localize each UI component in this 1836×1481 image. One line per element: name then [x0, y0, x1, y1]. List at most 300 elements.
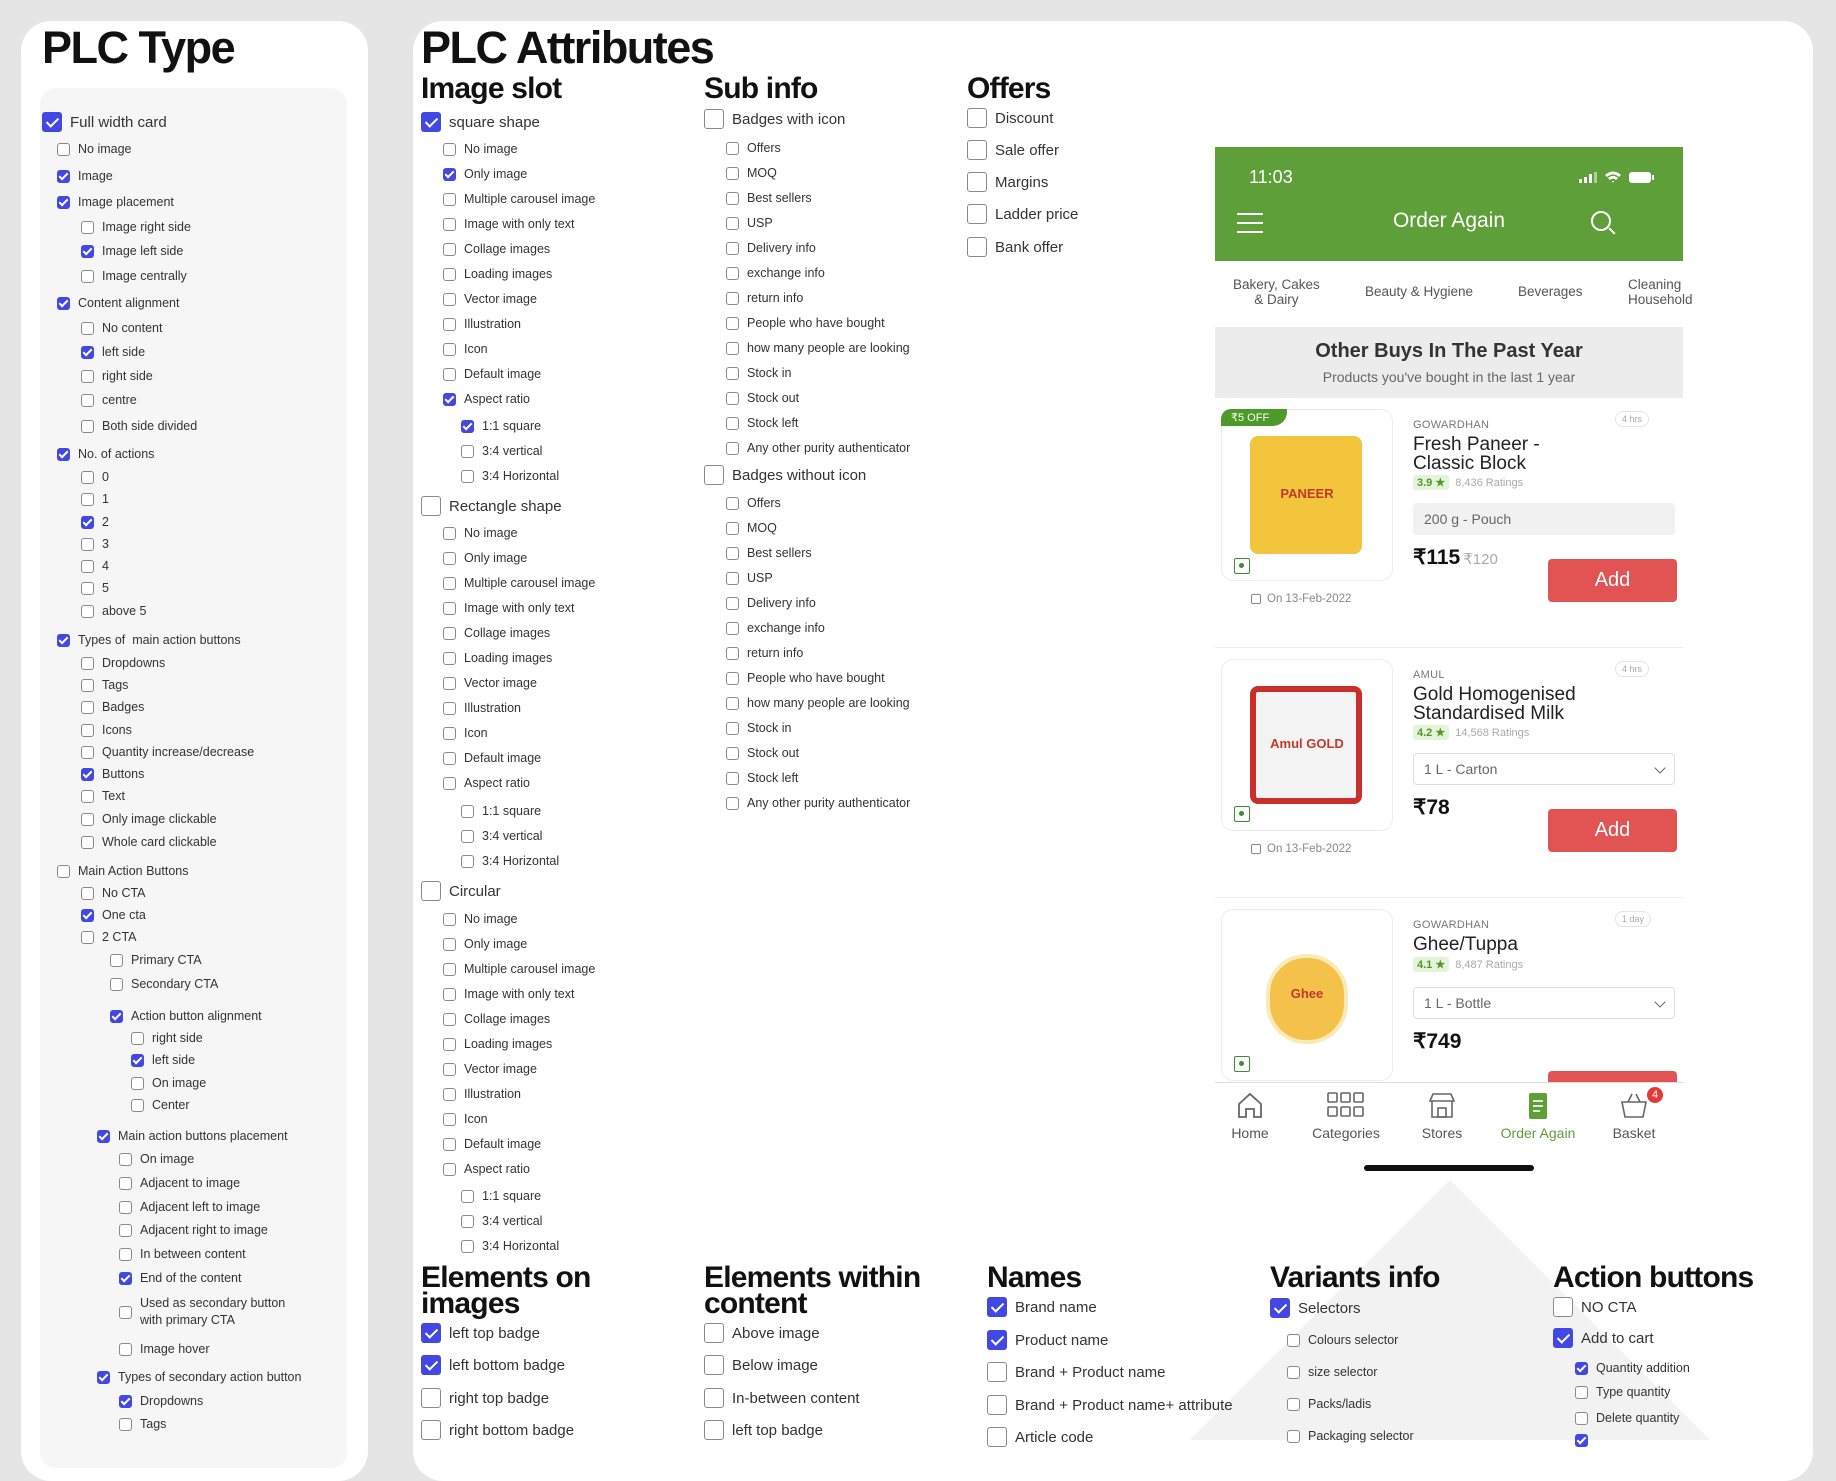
- checkbox-unchecked[interactable]: [726, 697, 739, 710]
- checkbox-unchecked[interactable]: [81, 931, 94, 944]
- checkbox-unchecked[interactable]: [443, 577, 456, 590]
- checkbox-unchecked[interactable]: [726, 367, 739, 380]
- category-tab-beverages[interactable]: Beverages: [1518, 284, 1583, 299]
- checkbox-unchecked[interactable]: [131, 1099, 144, 1112]
- checkbox-option[interactable]: [421, 1323, 540, 1343]
- checkbox-unchecked[interactable]: [119, 1153, 132, 1166]
- checkbox-unchecked[interactable]: [726, 722, 739, 735]
- checkbox-option[interactable]: [443, 341, 488, 358]
- checkbox-unchecked[interactable]: [443, 1163, 456, 1176]
- checkbox-checked[interactable]: [987, 1297, 1007, 1317]
- checkbox-option[interactable]: [987, 1297, 1097, 1317]
- checkbox-option[interactable]: [131, 1030, 203, 1047]
- checkbox-option[interactable]: [81, 368, 153, 385]
- checkbox-option[interactable]: [131, 1097, 190, 1114]
- checkbox-unchecked[interactable]: [443, 243, 456, 256]
- checkbox-option[interactable]: [443, 725, 488, 742]
- checkbox-option[interactable]: [81, 418, 197, 435]
- checkbox-unchecked[interactable]: [726, 797, 739, 810]
- checkbox-option[interactable]: [704, 1420, 823, 1440]
- checkbox-unchecked[interactable]: [987, 1427, 1007, 1447]
- checkbox-option[interactable]: [443, 366, 541, 383]
- checkbox-unchecked[interactable]: [110, 978, 123, 991]
- checkbox-unchecked[interactable]: [421, 1420, 441, 1440]
- checkbox-checked[interactable]: [97, 1371, 110, 1384]
- checkbox-option[interactable]: [57, 446, 154, 463]
- checkbox-option[interactable]: [1287, 1332, 1398, 1349]
- checkbox-option[interactable]: [443, 1036, 552, 1053]
- checkbox-option[interactable]: [1575, 1384, 1670, 1401]
- checkbox-unchecked[interactable]: [119, 1306, 132, 1319]
- checkbox-unchecked[interactable]: [443, 677, 456, 690]
- checkbox-checked[interactable]: [81, 768, 94, 781]
- checkbox-option[interactable]: [81, 243, 183, 260]
- checkbox-checked[interactable]: [443, 393, 456, 406]
- checkbox-option[interactable]: [81, 580, 109, 597]
- checkbox-option[interactable]: [81, 699, 144, 716]
- checkbox-unchecked[interactable]: [81, 370, 94, 383]
- checkbox-unchecked[interactable]: [443, 218, 456, 231]
- checkbox-unchecked[interactable]: [726, 242, 739, 255]
- checkbox-option[interactable]: [443, 550, 527, 567]
- checkbox-option[interactable]: [81, 268, 187, 285]
- category-tab-cleaning[interactable]: Cleaning Household: [1628, 277, 1693, 307]
- checkbox-unchecked[interactable]: [443, 752, 456, 765]
- checkbox-unchecked[interactable]: [81, 221, 94, 234]
- checkbox-option[interactable]: [57, 295, 179, 312]
- checkbox-option[interactable]: [42, 112, 167, 132]
- checkbox-unchecked[interactable]: [443, 602, 456, 615]
- checkbox-unchecked[interactable]: [443, 193, 456, 206]
- checkbox-unchecked[interactable]: [443, 1038, 456, 1051]
- checkbox-option[interactable]: [421, 1355, 565, 1375]
- checkbox-option[interactable]: [1575, 1410, 1679, 1427]
- checkbox-option[interactable]: [726, 190, 812, 207]
- checkbox-unchecked[interactable]: [81, 560, 94, 573]
- add-to-cart-button[interactable]: Add: [1548, 559, 1677, 602]
- checkbox-checked[interactable]: [421, 1323, 441, 1343]
- checkbox-option[interactable]: [1553, 1297, 1637, 1317]
- checkbox-checked[interactable]: [119, 1395, 132, 1408]
- checkbox-unchecked[interactable]: [81, 582, 94, 595]
- checkbox-checked[interactable]: [97, 1130, 110, 1143]
- checkbox-unchecked[interactable]: [81, 538, 94, 551]
- checkbox-option[interactable]: [704, 1323, 820, 1343]
- checkbox-unchecked[interactable]: [1575, 1412, 1588, 1425]
- checkbox-unchecked[interactable]: [967, 237, 987, 257]
- checkbox-unchecked[interactable]: [443, 527, 456, 540]
- checkbox-unchecked[interactable]: [704, 1355, 724, 1375]
- checkbox-option[interactable]: [987, 1330, 1108, 1350]
- checkbox-unchecked[interactable]: [443, 652, 456, 665]
- checkbox-option[interactable]: [421, 1420, 574, 1440]
- checkbox-unchecked[interactable]: [726, 497, 739, 510]
- checkbox-unchecked[interactable]: [987, 1362, 1007, 1382]
- checkbox-unchecked[interactable]: [726, 597, 739, 610]
- checkbox-unchecked[interactable]: [461, 470, 474, 483]
- checkbox-checked[interactable]: [57, 634, 70, 647]
- checkbox-option[interactable]: [81, 536, 109, 553]
- checkbox-unchecked[interactable]: [421, 881, 441, 901]
- checkbox-unchecked[interactable]: [81, 746, 94, 759]
- checkbox-option[interactable]: [443, 1161, 530, 1178]
- checkbox-unchecked[interactable]: [81, 657, 94, 670]
- checkbox-checked[interactable]: [443, 168, 456, 181]
- checkbox-option[interactable]: [110, 952, 202, 969]
- nav-item-stores[interactable]: [1397, 1091, 1487, 1141]
- checkbox-option[interactable]: [967, 204, 1078, 224]
- checkbox-option[interactable]: [81, 558, 109, 575]
- checkbox-unchecked[interactable]: [443, 727, 456, 740]
- checkbox-option[interactable]: [81, 885, 146, 902]
- checkbox-checked[interactable]: [421, 1355, 441, 1375]
- checkbox-option[interactable]: [81, 766, 144, 783]
- checkbox-unchecked[interactable]: [81, 836, 94, 849]
- checkbox-option[interactable]: [110, 976, 218, 993]
- checkbox-option[interactable]: [987, 1427, 1093, 1447]
- checkbox-unchecked[interactable]: [443, 368, 456, 381]
- nav-item-home[interactable]: [1205, 1091, 1295, 1141]
- checkbox-option[interactable]: [81, 491, 109, 508]
- checkbox-option[interactable]: [443, 936, 527, 953]
- checkbox-unchecked[interactable]: [704, 1420, 724, 1440]
- nav-item-categories[interactable]: [1301, 1091, 1391, 1141]
- checkbox-option[interactable]: [1287, 1428, 1414, 1445]
- checkbox-unchecked[interactable]: [726, 572, 739, 585]
- checkbox-option[interactable]: [119, 1270, 241, 1287]
- checkbox-unchecked[interactable]: [57, 143, 70, 156]
- checkbox-option[interactable]: [726, 140, 781, 157]
- checkbox-option[interactable]: [726, 215, 773, 232]
- checkbox-option[interactable]: [443, 575, 595, 592]
- checkbox-option[interactable]: [704, 109, 845, 129]
- checkbox-option[interactable]: [726, 645, 803, 662]
- checkbox-unchecked[interactable]: [726, 417, 739, 430]
- checkbox-option[interactable]: [421, 881, 501, 901]
- checkbox-checked[interactable]: [81, 516, 94, 529]
- checkbox-option[interactable]: [443, 141, 518, 158]
- checkbox-option[interactable]: [443, 266, 552, 283]
- checkbox-option[interactable]: [1553, 1328, 1654, 1348]
- checkbox-unchecked[interactable]: [1575, 1386, 1588, 1399]
- checkbox-option[interactable]: [81, 744, 254, 761]
- product-image[interactable]: [1221, 659, 1393, 831]
- checkbox-checked[interactable]: [57, 448, 70, 461]
- checkbox-unchecked[interactable]: [1287, 1398, 1300, 1411]
- checkbox-option[interactable]: [57, 863, 188, 880]
- checkbox-unchecked[interactable]: [461, 1215, 474, 1228]
- checkbox-unchecked[interactable]: [726, 547, 739, 560]
- checkbox-unchecked[interactable]: [81, 605, 94, 618]
- checkbox-unchecked[interactable]: [1553, 1297, 1573, 1317]
- checkbox-option[interactable]: [443, 525, 518, 542]
- checkbox-unchecked[interactable]: [726, 622, 739, 635]
- checkbox-option[interactable]: [726, 240, 816, 257]
- checkbox-option[interactable]: [443, 650, 552, 667]
- checkbox-option[interactable]: [443, 750, 541, 767]
- checkbox-option[interactable]: [421, 1388, 549, 1408]
- checkbox-option[interactable]: [704, 1388, 860, 1408]
- checkbox-option[interactable]: [987, 1395, 1233, 1415]
- checkbox-option[interactable]: [726, 620, 825, 637]
- checkbox-unchecked[interactable]: [119, 1177, 132, 1190]
- checkbox-unchecked[interactable]: [131, 1077, 144, 1090]
- checkbox-option[interactable]: [443, 911, 518, 928]
- checkbox-option[interactable]: [726, 165, 777, 182]
- checkbox-option[interactable]: [726, 290, 803, 307]
- checkbox-unchecked[interactable]: [81, 887, 94, 900]
- checkbox-option[interactable]: [119, 1151, 194, 1168]
- checkbox-option[interactable]: [726, 495, 781, 512]
- checkbox-option[interactable]: [81, 469, 109, 486]
- checkbox-option[interactable]: [461, 1238, 559, 1255]
- checkbox-unchecked[interactable]: [726, 142, 739, 155]
- checkbox-option[interactable]: [704, 465, 866, 485]
- checkbox-option[interactable]: [119, 1341, 209, 1358]
- checkbox-unchecked[interactable]: [443, 627, 456, 640]
- checkbox-option[interactable]: [443, 961, 595, 978]
- checkbox-unchecked[interactable]: [967, 108, 987, 128]
- checkbox-unchecked[interactable]: [726, 317, 739, 330]
- checkbox-option[interactable]: [81, 834, 217, 851]
- checkbox-unchecked[interactable]: [726, 522, 739, 535]
- checkbox-unchecked[interactable]: [1287, 1334, 1300, 1347]
- checkbox-unchecked[interactable]: [967, 172, 987, 192]
- checkbox-option[interactable]: [443, 291, 537, 308]
- checkbox-option[interactable]: [726, 390, 799, 407]
- checkbox-unchecked[interactable]: [119, 1343, 132, 1356]
- checkbox-checked[interactable]: [57, 297, 70, 310]
- checkbox-unchecked[interactable]: [81, 813, 94, 826]
- checkbox-option[interactable]: [967, 108, 1053, 128]
- checkbox-checked[interactable]: [81, 245, 94, 258]
- checkbox-option[interactable]: [57, 194, 174, 211]
- checkbox-unchecked[interactable]: [81, 270, 94, 283]
- checkbox-option[interactable]: [726, 595, 816, 612]
- checkbox-unchecked[interactable]: [443, 988, 456, 1001]
- checkbox-unchecked[interactable]: [726, 342, 739, 355]
- checkbox-unchecked[interactable]: [726, 267, 739, 280]
- nav-item-order-again[interactable]: [1493, 1091, 1583, 1141]
- checkbox-unchecked[interactable]: [461, 1190, 474, 1203]
- checkbox-option[interactable]: [119, 1246, 246, 1263]
- variant-selector[interactable]: [1413, 987, 1675, 1019]
- checkbox-checked[interactable]: [1575, 1362, 1588, 1375]
- checkbox-unchecked[interactable]: [81, 790, 94, 803]
- checkbox-unchecked[interactable]: [81, 394, 94, 407]
- add-to-cart-button[interactable]: Add: [1548, 809, 1677, 852]
- checkbox-option[interactable]: [726, 695, 910, 712]
- checkbox-option[interactable]: [81, 788, 125, 805]
- checkbox-option[interactable]: [726, 415, 798, 432]
- checkbox-option[interactable]: [726, 670, 885, 687]
- variant-selector[interactable]: [1413, 753, 1675, 785]
- checkbox-option[interactable]: [726, 440, 910, 457]
- checkbox-unchecked[interactable]: [81, 493, 94, 506]
- checkbox-unchecked[interactable]: [81, 420, 94, 433]
- checkbox-option[interactable]: [726, 365, 791, 382]
- checkbox-unchecked[interactable]: [987, 1395, 1007, 1415]
- checkbox-unchecked[interactable]: [443, 1113, 456, 1126]
- checkbox-option[interactable]: [421, 112, 540, 132]
- checkbox-option[interactable]: [443, 1086, 521, 1103]
- checkbox-option[interactable]: [443, 191, 595, 208]
- checkbox-option[interactable]: [1575, 1360, 1690, 1377]
- checkbox-option[interactable]: [81, 219, 191, 236]
- checkbox-option[interactable]: [97, 1369, 301, 1386]
- checkbox-option[interactable]: [461, 853, 559, 870]
- search-icon[interactable]: [1591, 211, 1617, 237]
- checkbox-option[interactable]: [1287, 1364, 1377, 1381]
- checkbox-unchecked[interactable]: [443, 318, 456, 331]
- checkbox-unchecked[interactable]: [131, 1032, 144, 1045]
- checkbox-unchecked[interactable]: [704, 1323, 724, 1343]
- checkbox-option[interactable]: [443, 316, 521, 333]
- checkbox-unchecked[interactable]: [110, 954, 123, 967]
- checkbox-unchecked[interactable]: [726, 442, 739, 455]
- checkbox-checked[interactable]: [119, 1272, 132, 1285]
- checkbox-option[interactable]: [726, 795, 910, 812]
- checkbox-unchecked[interactable]: [421, 496, 441, 516]
- checkbox-unchecked[interactable]: [81, 679, 94, 692]
- variant-selector[interactable]: [1413, 503, 1675, 535]
- checkbox-option[interactable]: [81, 392, 137, 409]
- checkbox-option[interactable]: [81, 514, 109, 531]
- checkbox-option[interactable]: [967, 172, 1048, 192]
- checkbox-option[interactable]: [967, 237, 1063, 257]
- checkbox-option[interactable]: [119, 1295, 285, 1329]
- checkbox-unchecked[interactable]: [443, 1063, 456, 1076]
- checkbox-option[interactable]: [461, 468, 559, 485]
- checkbox-unchecked[interactable]: [443, 552, 456, 565]
- checkbox-unchecked[interactable]: [443, 343, 456, 356]
- checkbox-option[interactable]: [726, 770, 798, 787]
- checkbox-option[interactable]: [81, 344, 145, 361]
- checkbox-option[interactable]: [443, 1111, 488, 1128]
- checkbox-option[interactable]: [443, 700, 521, 717]
- checkbox-unchecked[interactable]: [704, 1388, 724, 1408]
- product-image[interactable]: [1221, 909, 1393, 1081]
- checkbox-checked[interactable]: [1270, 1298, 1290, 1318]
- checkbox-option[interactable]: [726, 720, 791, 737]
- checkbox-option[interactable]: [443, 986, 574, 1003]
- checkbox-unchecked[interactable]: [119, 1201, 132, 1214]
- checkbox-unchecked[interactable]: [461, 855, 474, 868]
- checkbox-checked[interactable]: [131, 1054, 144, 1067]
- checkbox-option[interactable]: [443, 1061, 537, 1078]
- checkbox-unchecked[interactable]: [81, 724, 94, 737]
- checkbox-unchecked[interactable]: [461, 445, 474, 458]
- checkbox-checked[interactable]: [461, 420, 474, 433]
- checkbox-option[interactable]: [967, 140, 1059, 160]
- checkbox-option[interactable]: [726, 545, 812, 562]
- checkbox-unchecked[interactable]: [119, 1418, 132, 1431]
- checkbox-unchecked[interactable]: [726, 217, 739, 230]
- checkbox-unchecked[interactable]: [119, 1248, 132, 1261]
- checkbox-option[interactable]: [461, 443, 542, 460]
- category-tab-bakery[interactable]: Bakery, Cakes & Dairy: [1233, 277, 1320, 307]
- checkbox-checked[interactable]: [421, 112, 441, 132]
- checkbox-option[interactable]: [119, 1393, 203, 1410]
- checkbox-option[interactable]: [726, 315, 885, 332]
- checkbox-option[interactable]: [57, 141, 132, 158]
- checkbox-option[interactable]: [1287, 1396, 1371, 1413]
- checkbox-unchecked[interactable]: [443, 777, 456, 790]
- nav-item-basket[interactable]: [1589, 1091, 1679, 1141]
- checkbox-unchecked[interactable]: [421, 1388, 441, 1408]
- checkbox-unchecked[interactable]: [726, 192, 739, 205]
- checkbox-option[interactable]: [81, 929, 137, 946]
- checkbox-option[interactable]: [461, 828, 542, 845]
- checkbox-checked[interactable]: [81, 909, 94, 922]
- checkbox-option[interactable]: [704, 1355, 818, 1375]
- checkbox-unchecked[interactable]: [57, 865, 70, 878]
- checkbox-option[interactable]: [443, 216, 574, 233]
- checkbox-option[interactable]: [119, 1416, 166, 1433]
- checkbox-checked[interactable]: [81, 346, 94, 359]
- checkbox-unchecked[interactable]: [443, 702, 456, 715]
- checkbox-unchecked[interactable]: [461, 830, 474, 843]
- checkbox-option[interactable]: [461, 418, 541, 435]
- checkbox-option[interactable]: [1575, 1434, 1596, 1447]
- checkbox-unchecked[interactable]: [967, 140, 987, 160]
- checkbox-option[interactable]: [726, 520, 777, 537]
- checkbox-unchecked[interactable]: [726, 392, 739, 405]
- checkbox-checked[interactable]: [57, 196, 70, 209]
- checkbox-option[interactable]: [57, 632, 241, 649]
- checkbox-option[interactable]: [443, 1136, 541, 1153]
- checkbox-unchecked[interactable]: [1287, 1366, 1300, 1379]
- checkbox-option[interactable]: [726, 745, 799, 762]
- checkbox-option[interactable]: [443, 241, 550, 258]
- checkbox-option[interactable]: [97, 1128, 288, 1145]
- checkbox-unchecked[interactable]: [443, 913, 456, 926]
- checkbox-checked[interactable]: [1575, 1434, 1588, 1447]
- checkbox-unchecked[interactable]: [81, 322, 94, 335]
- checkbox-option[interactable]: [461, 803, 541, 820]
- checkbox-unchecked[interactable]: [81, 701, 94, 714]
- checkbox-option[interactable]: [57, 168, 113, 185]
- checkbox-option[interactable]: [443, 625, 550, 642]
- checkbox-unchecked[interactable]: [443, 1138, 456, 1151]
- checkbox-unchecked[interactable]: [443, 963, 456, 976]
- checkbox-option[interactable]: [110, 1008, 262, 1025]
- checkbox-unchecked[interactable]: [1287, 1430, 1300, 1443]
- checkbox-checked[interactable]: [110, 1010, 123, 1023]
- checkbox-option[interactable]: [461, 1188, 541, 1205]
- checkbox-checked[interactable]: [57, 170, 70, 183]
- checkbox-unchecked[interactable]: [726, 772, 739, 785]
- checkbox-option[interactable]: [131, 1052, 195, 1069]
- checkbox-unchecked[interactable]: [443, 1088, 456, 1101]
- checkbox-unchecked[interactable]: [704, 109, 724, 129]
- checkbox-unchecked[interactable]: [704, 465, 724, 485]
- checkbox-checked[interactable]: [42, 112, 62, 132]
- checkbox-unchecked[interactable]: [726, 647, 739, 660]
- checkbox-option[interactable]: [81, 811, 217, 828]
- checkbox-option[interactable]: [443, 166, 527, 183]
- checkbox-option[interactable]: [119, 1199, 260, 1216]
- checkbox-unchecked[interactable]: [443, 143, 456, 156]
- checkbox-unchecked[interactable]: [726, 672, 739, 685]
- checkbox-option[interactable]: [81, 907, 146, 924]
- checkbox-option[interactable]: [81, 603, 146, 620]
- checkbox-option[interactable]: [726, 570, 773, 587]
- checkbox-option[interactable]: [119, 1175, 240, 1192]
- checkbox-unchecked[interactable]: [726, 292, 739, 305]
- checkbox-option[interactable]: [421, 496, 562, 516]
- category-tab-beauty[interactable]: Beauty & Hygiene: [1365, 284, 1474, 299]
